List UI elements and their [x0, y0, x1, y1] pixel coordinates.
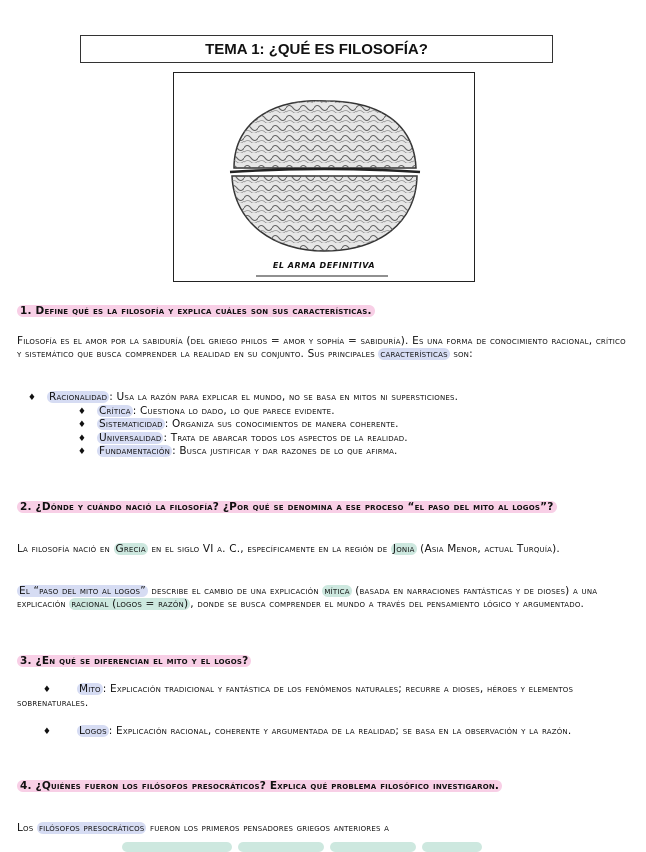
highlight-stub — [238, 842, 324, 852]
mito-definition: ♦ Mito : Explicación tradicional y fantástica de los fenómenos naturales; recurre a dioses, héroes y elementos sobrenaturales. — [17, 683, 574, 709]
list-item: ♦ Universalidad : Trata de abarcar todos los aspectos de la realidad. — [77, 431, 408, 444]
document-title: TEMA 1: ¿QUÉ ES FILOSOFÍA? — [80, 35, 553, 63]
characteristics-list — [17, 391, 629, 459]
question-2-heading: 2. ¿Dónde y cuándo nació la filosofía? ¿Por qué se denomina a ese proceso “el paso del mito al logos”? — [17, 501, 629, 514]
highlight-stub — [330, 842, 416, 852]
highlight-stub — [122, 842, 232, 852]
brain-illustration-icon — [174, 73, 474, 281]
question-4-heading: 4. ¿Quiénes fueron los filósofos presocráticos? Explica qué problema filosófico investigaron. — [17, 780, 629, 793]
highlight-stub — [422, 842, 482, 852]
question-4-paragraph: Los filósofos presocráticos fueron los primeros pensadores griegos anteriores a — [17, 822, 390, 834]
figure-caption: EL ARMA DEFINITIVA — [272, 261, 376, 270]
question-2-paragraph-2: El “paso del mito al logos” describe el cambio de una explicación mítica (basada en narraciones fantásticas y de dioses) a una explicación racional (logos = razón) , donde se busca comprender el mundo a través del pensamiento lógico y argumentado. — [17, 585, 598, 610]
list-item: ♦ Racionalidad : Usa la razón para explicar el mundo, no se basa en mitos ni supersticiones. — [27, 391, 459, 403]
question-1-heading: 1. Define qué es la filosofía y explica cuáles son sus características. — [17, 305, 629, 318]
logos-definition: ♦ Logos : Explicación racional, coherente y argumentada de la realidad; se basa en la observación y la razón. — [42, 725, 572, 737]
brain-figure — [173, 72, 475, 282]
list-item: ♦ Fundamentación : Busca justificar y dar razones de lo que afirma. — [77, 445, 398, 457]
list-item: ♦ Sistematicidad : Organiza sus conocimientos de manera coherente. — [77, 418, 399, 430]
question-2-paragraph-1: La filosofía nació en Grecia en el siglo VI a. C., específicamente en la región de Jonia (Asia Menor, actual Turquía). — [17, 543, 560, 555]
question-1-definition: Filosofía es el amor por la sabiduría (del griego philos = amor y sophía = sabiduría). Es una forma de conocimiento racional, crítico y sistemático que busca comprender la realidad en su conjunto. Sus principales características son: — [17, 335, 626, 360]
list-item: ♦ Crítica : Cuestiona lo dado, lo que parece evidente. — [77, 404, 335, 417]
question-3-heading: 3. ¿En qué se diferencian el mito y el logos? — [17, 655, 629, 668]
